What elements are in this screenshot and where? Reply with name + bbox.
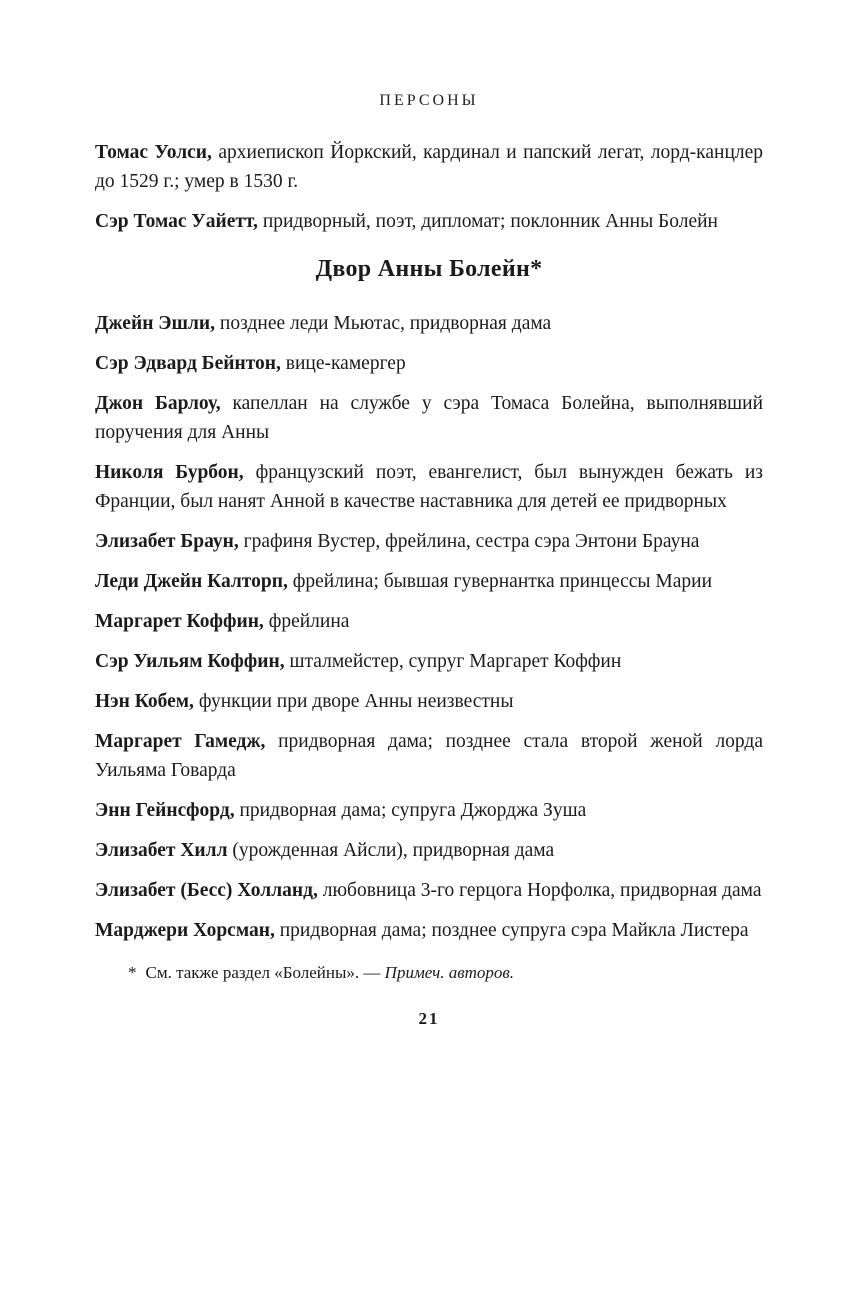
person-entry: [95, 207, 763, 236]
person-name: Маргарет Коффин,: [95, 611, 264, 632]
person-name: Сэр Уильям Коффин,: [95, 651, 285, 672]
top-entries-list: [95, 138, 763, 236]
person-entry: [95, 567, 763, 596]
person-name: Нэн Кобем,: [95, 691, 194, 712]
person-entry: [95, 916, 763, 945]
person-description: фрейлина; бывшая гувернантка принцессы Марии: [292, 571, 713, 592]
running-head: ПЕРСОНЫ: [379, 92, 479, 109]
person-name: Элизабет Хилл: [95, 840, 228, 861]
person-description: архиепископ Йоркский, кардинал и папский легат, лорд-канцлер до 1529 г.; умер в 1530 г.: [95, 142, 764, 192]
person-entry: [95, 687, 763, 716]
person-entry: [95, 349, 763, 378]
person-description: капеллан на службе у сэра Томаса Болейна, выполнявший поручения для Анны: [95, 393, 763, 443]
person-entry: [95, 607, 763, 636]
person-description: позднее леди Мьютас, придворная дама: [219, 313, 552, 334]
person-name: Леди Джейн Калторп,: [95, 571, 288, 592]
person-description: фрейлина: [268, 611, 350, 632]
person-name: Маргарет Гамедж,: [95, 731, 266, 752]
person-name: Джейн Эшли,: [95, 313, 216, 334]
person-description: придворная дама; позднее стала второй женой лорда Уильяма Говарда: [95, 731, 764, 781]
person-entry: [95, 836, 763, 865]
person-name: Марджери Хорсман,: [95, 920, 275, 941]
page-number: 21: [418, 1009, 440, 1028]
footnote-text: См. также раздел «Болейны». —: [145, 963, 381, 982]
person-entry: [95, 796, 763, 825]
person-name: Джон Барлоу,: [95, 393, 221, 414]
footnote-attribution: Примеч. авторов.: [384, 963, 515, 982]
footnote-marker: *: [128, 963, 137, 982]
person-description: придворная дама; супруга Джорджа Зуша: [239, 800, 587, 821]
person-entry: [95, 527, 763, 556]
person-entry: [95, 727, 763, 785]
person-description: шталмейстер, супруг Маргарет Коффин: [289, 651, 622, 672]
footnote: [95, 961, 763, 985]
person-name: Николя Бурбон,: [95, 462, 244, 483]
person-name: Энн Гейнсфорд,: [95, 800, 235, 821]
person-description: (урожденная Айсли), придворная дама: [232, 840, 555, 861]
person-description: французский поэт, евангелист, был вынужден бежать из Франции, был нанят Анной в качестве наставника для детей ее придворных: [95, 462, 763, 512]
person-entry: [95, 138, 763, 196]
person-name: Элизабет (Бесс) Холланд,: [95, 880, 318, 901]
person-name: Томас Уолси,: [95, 142, 212, 163]
person-entry: [95, 876, 763, 905]
person-name: Элизабет Браун,: [95, 531, 239, 552]
person-entry: [95, 389, 763, 447]
court-entries-list: [95, 309, 763, 945]
person-name: Сэр Томас Уайетт,: [95, 211, 258, 232]
section-title: Двор Анны Болейн*: [315, 256, 543, 282]
person-description: вице-камергер: [285, 353, 406, 374]
person-description: придворный, поэт, дипломат; поклонник Анны Болейн: [262, 211, 718, 232]
person-name: Сэр Эдвард Бейнтон,: [95, 353, 281, 374]
person-entry: [95, 309, 763, 338]
person-description: графиня Вустер, фрейлина, сестра сэра Энтони Брауна: [243, 531, 700, 552]
person-entry: [95, 458, 763, 516]
person-description: любовница 3-го герцога Норфолка, придворная дама: [322, 880, 762, 901]
person-description: придворная дама; позднее супруга сэра Майкла Листера: [279, 920, 749, 941]
person-description: функции при дворе Анны неизвестны: [198, 691, 514, 712]
person-entry: [95, 647, 763, 676]
